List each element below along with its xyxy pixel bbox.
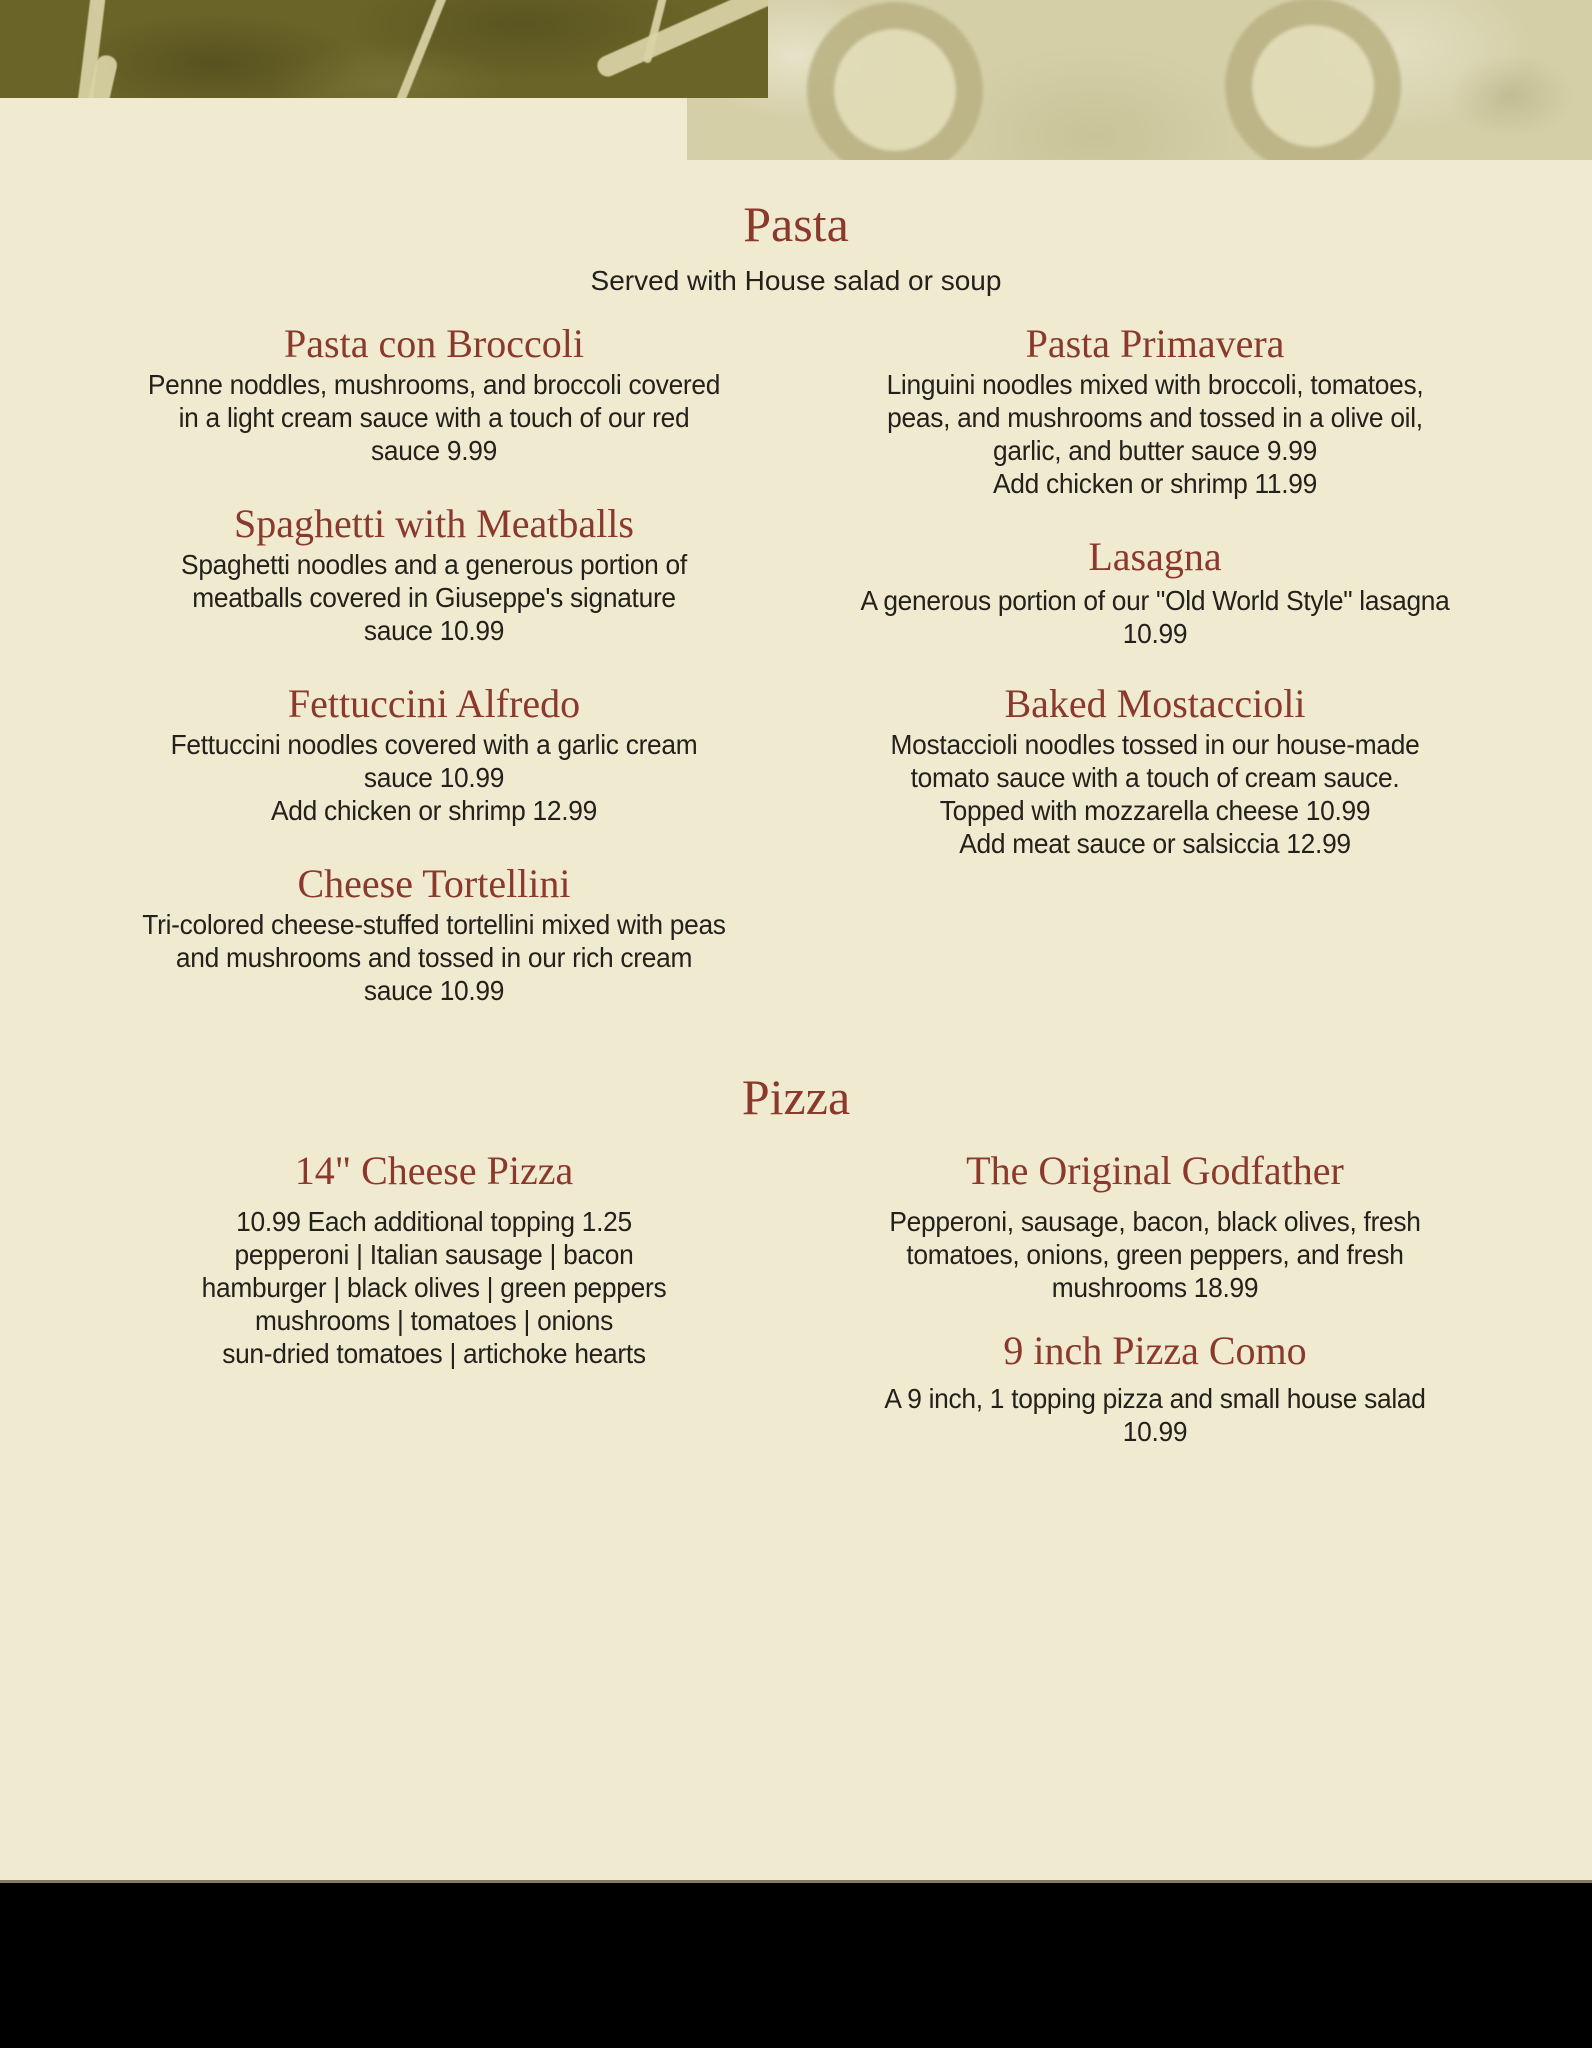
desc-line: mushrooms 18.99 [1051,1272,1259,1303]
item-desc [826,1382,1484,1448]
desc-line: sun-dried tomatoes | artichoke hearts [222,1338,646,1369]
desc-line: 10.99 [1122,1416,1188,1447]
footer-black-bar [0,1880,1592,2048]
desc-line: meatballs covered in Giuseppe's signature [192,582,676,613]
item-name-lasagna: Lasagna [1088,534,1222,579]
desc-line: garlic, and butter sauce 9.99 [993,435,1317,466]
desc-line: Add chicken or shrimp 12.99 [271,795,597,826]
item-desc [105,1205,763,1370]
item-name-baked-mostaccioli: Baked Mostaccioli [1004,681,1306,726]
item-name-pasta-primavera: Pasta Primavera [1025,321,1285,366]
desc-line: Mostaccioli noodles tossed in our house-made [890,729,1420,760]
item-name-spaghetti-with-meatballs: Spaghetti with Meatballs [234,501,634,546]
desc-line: sauce 9.99 [371,435,497,466]
pizza-column-right [805,0,1505,2048]
desc-line: A 9 inch, 1 topping pizza and small house salad [884,1383,1426,1414]
item-name-cheese-tortellini: Cheese Tortellini [297,861,571,906]
desc-line: Linguini noodles mixed with broccoli, tomatoes, [886,369,1424,400]
desc-line: and mushrooms and tossed in our rich cream [175,942,693,973]
desc-line: Fettuccini noodles covered with a garlic cream [170,729,698,760]
desc-line: hamburger | black olives | green peppers [201,1272,667,1303]
desc-line: Spaghetti noodles and a generous portion of [181,549,687,580]
desc-line: in a light cream sauce with a touch of our red [178,402,690,433]
item-name-pasta-con-broccoli: Pasta con Broccoli [284,321,584,366]
item-name-9-inch-pizza-como: 9 inch Pizza Como [1003,1328,1307,1373]
item-name-fettuccini-alfredo: Fettuccini Alfredo [287,681,581,726]
desc-line: tomatoes, onions, green peppers, and fresh [906,1239,1404,1270]
desc-line: peas, and mushrooms and tossed in a olive oil, [887,402,1423,433]
desc-line: A generous portion of our "Old World Style" lasagna [860,585,1450,616]
desc-line: Topped with mozzarella cheese 10.99 [939,795,1371,826]
desc-line: sauce 10.99 [363,975,505,1006]
desc-line: 10.99 [1122,618,1188,649]
desc-line: 10.99 Each additional topping 1.25 [236,1206,632,1237]
item-name-14-cheese-pizza: 14" Cheese Pizza [294,1148,574,1193]
desc-line: Penne noddles, mushrooms, and broccoli covered [147,369,721,400]
desc-line: pepperoni | Italian sausage | bacon [234,1239,634,1270]
item-desc [826,1205,1484,1304]
desc-line: Add meat sauce or salsiccia 12.99 [959,828,1351,859]
desc-line: mushrooms | tomatoes | onions [254,1305,614,1336]
desc-line: sauce 10.99 [363,762,505,793]
desc-line: sauce 10.99 [363,615,505,646]
section-title-pasta: Pasta [743,196,849,252]
desc-line: tomato sauce with a touch of cream sauce. [910,762,1400,793]
desc-line: Add chicken or shrimp 11.99 [992,468,1318,499]
section-subtitle-pasta: Served with House salad or soup [590,265,1002,296]
item-name-original-godfather: The Original Godfather [966,1148,1344,1193]
section-title-pizza: Pizza [741,1069,851,1125]
pizza-column-left [84,0,784,2048]
desc-line: Pepperoni, sausage, bacon, black olives, fresh [889,1206,1421,1237]
desc-line: Tri-colored cheese-stuffed tortellini mixed with peas [142,909,726,940]
